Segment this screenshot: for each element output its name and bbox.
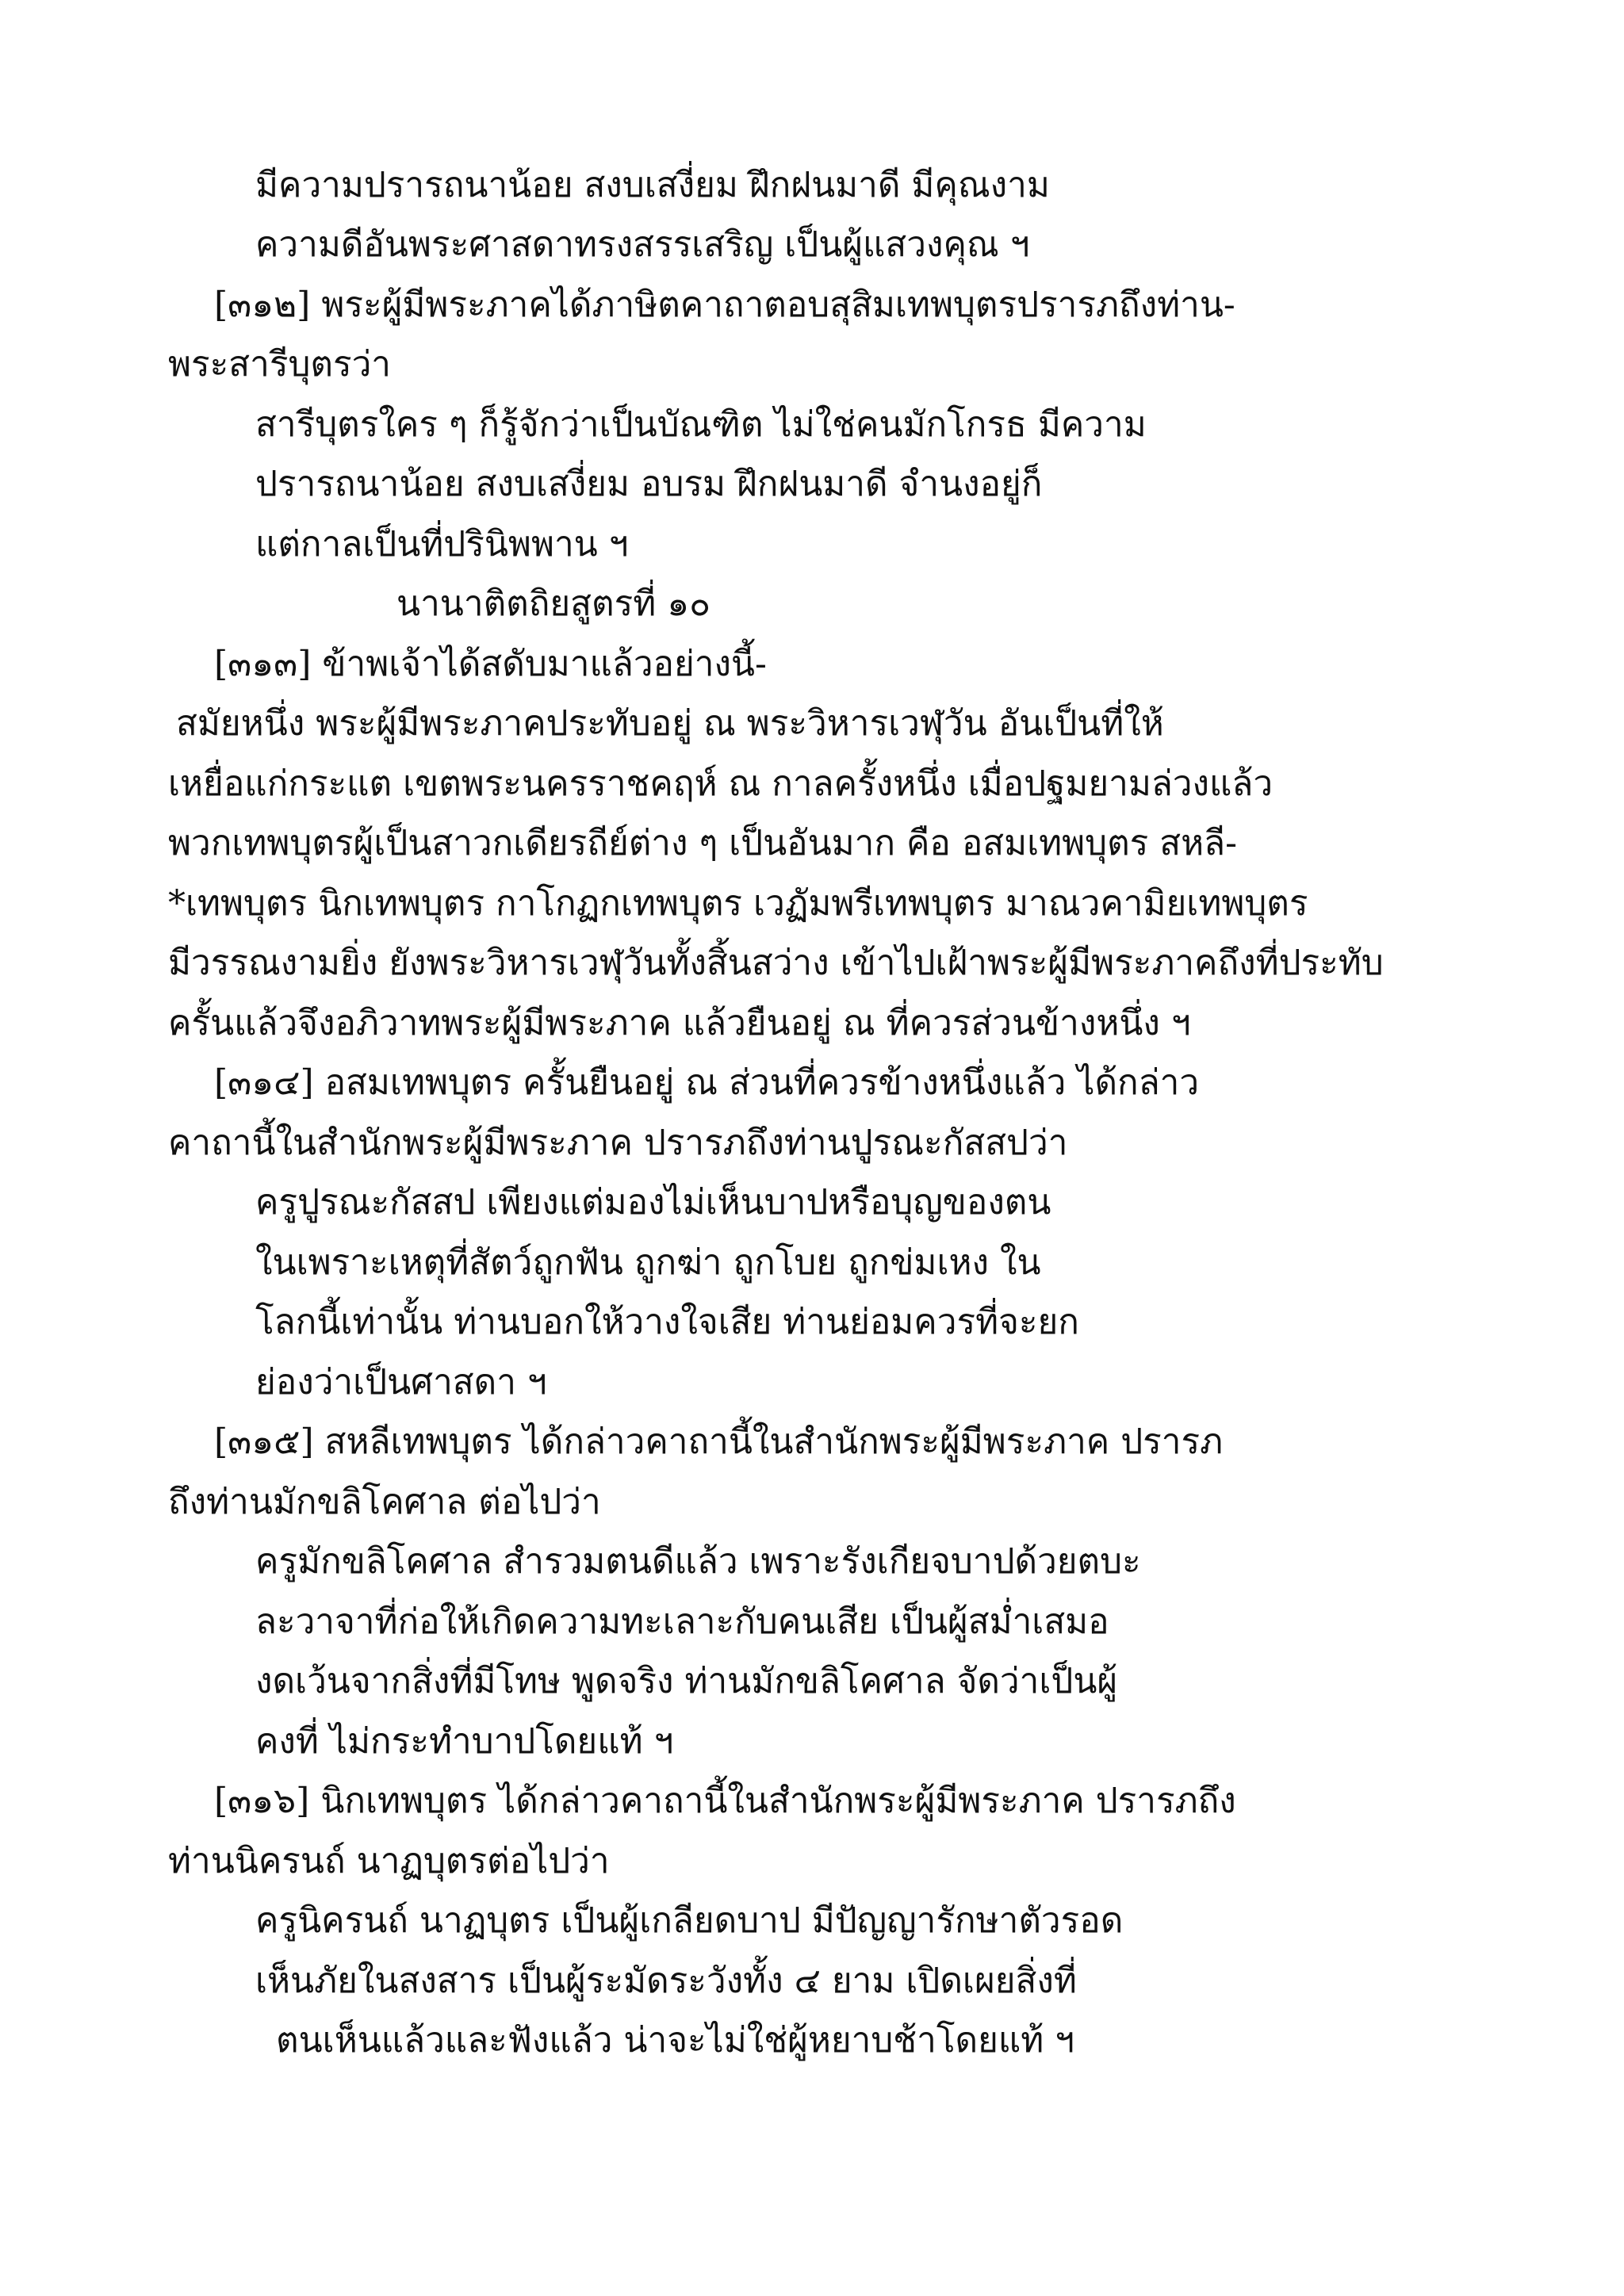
paragraph-line: [๓๑๓] ข้าพเจ้าได้สดับมาแล้วอย่างนี้- [214,644,767,684]
paragraph-line: [๓๑๕] สหลีเทพบุตร ได้กล่าวคาถานี้ในสำนักพระผู้มีพระภาค ปรารภ [214,1422,1224,1462]
paragraph-line: ท่านนิครนถ์ นาฏบุตรต่อไปว่า [168,1841,610,1881]
paragraph-line: พระสารีบุตรว่า [168,344,392,385]
paragraph-line: คาถานี้ในสำนักพระผู้มีพระภาค ปรารภถึงท่านปูรณะกัสสปว่า [168,1123,1068,1163]
verse-line: ในเพราะเหตุที่สัตว์ถูกฟัน ถูกฆ่า ถูกโบย ถูกข่มเหง ใน [255,1242,1041,1283]
paragraph-line: เหยื่อแก่กระแต เขตพระนครราชคฤห์ ณ กาลครั้งหนึ่ง เมื่อปฐมยามล่วงแล้ว [168,763,1274,804]
verse-line: ย่องว่าเป็นศาสดา ฯ [255,1362,547,1402]
verse-line: โลกนี้เท่านั้น ท่านบอกให้วางใจเสีย ท่านย่อมควรที่จะยก [255,1302,1079,1342]
paragraph-line: มีวรรณงามยิ่ง ยังพระวิหารเวฬุวันทั้งสิ้นสว่าง เข้าไปเฝ้าพระผู้มีพระภาคถึงที่ประทับ [168,943,1384,983]
paragraph-line: ครั้นแล้วจึงอภิวาทพระผู้มีพระภาค แล้วยืนอยู่ ณ ที่ควรส่วนข้างหนึ่ง ฯ [168,1003,1191,1043]
paragraph-line: [๓๑๔] อสมเทพบุตร ครั้นยืนอยู่ ณ ส่วนที่ควรข้างหนึ่งแล้ว ได้กล่าว [214,1062,1200,1103]
verse-line: ครูปูรณะกัสสป เพียงแต่มองไม่เห็นบาปหรือบุญของตน [255,1182,1051,1223]
verse-line: มีความปรารถนาน้อย สงบเสงี่ยม ฝึกฝนมาดี มีคุณงาม [255,165,1050,205]
paragraph-line: สมัยหนึ่ง พระผู้มีพระภาคประทับอยู่ ณ พระวิหารเวฬุวัน อันเป็นที่ให้ [176,703,1164,744]
verse-line: ปรารถนาน้อย สงบเสงี่ยม อบรม ฝึกฝนมาดี จำนงอยู่ก็ [255,464,1043,504]
paragraph-line: *เทพบุตร นิกเทพบุตร กาโกฏกเทพบุตร เวฏัมพรีเทพบุตร มาณวคามิยเทพบุตร [168,883,1308,924]
paragraph-line: ถึงท่านมักขลิโคศาล ต่อไปว่า [168,1482,601,1522]
verse-line: ละวาจาที่ก่อให้เกิดความทะเลาะกับคนเสีย เป็นผู้สม่ำเสมอ [255,1601,1109,1642]
verse-line: ความดีอันพระศาสดาทรงสรรเสริญ เป็นผู้แสวงคุณ ฯ [255,224,1030,265]
verse-line: ครูมักขลิโคศาล สำรวมตนดีแล้ว เพราะรังเกียจบาปด้วยตบะ [255,1541,1141,1582]
paragraph-line: พวกเทพบุตรผู้เป็นสาวกเดียรถีย์ต่าง ๆ เป็นอันมาก คือ อสมเทพบุตร สหลี- [168,823,1237,863]
verse-line: แต่กาลเป็นที่ปรินิพพาน ฯ [255,524,629,564]
verse-line: งดเว้นจากสิ่งที่มีโทษ พูดจริง ท่านมักขลิโคศาล จัดว่าเป็นผู้ [255,1661,1118,1701]
paragraph-line: [๓๑๖] นิกเทพบุตร ได้กล่าวคาถานี้ในสำนักพระผู้มีพระภาค ปรารภถึง [214,1781,1236,1821]
section-heading: นานาติตถิยสูตรที่ ๑๐ [396,584,710,624]
verse-line: เห็นภัยในสงสาร เป็นผู้ระมัดระวังทั้ง ๔ ยาม เปิดเผยสิ่งที่ [255,1961,1077,2001]
verse-line: ตนเห็นแล้วและฟังแล้ว น่าจะไม่ใช่ผู้หยาบช้าโดยแท้ ฯ [276,2020,1074,2061]
paragraph-line: [๓๑๒] พระผู้มีพระภาคได้ภาษิตคาถาตอบสุสิมเทพบุตรปรารภถึงท่าน- [214,285,1235,325]
verse-line: ครูนิครนถ์ นาฏบุตร เป็นผู้เกลียดบาป มีปัญญารักษาตัวรอด [255,1900,1124,1941]
verse-line: สารีบุตรใคร ๆ ก็รู้จักว่าเป็นบัณฑิต ไม่ใช่คนมักโกรธ มีความ [255,404,1147,445]
verse-line: คงที่ ไม่กระทำบาปโดยแท้ ฯ [255,1721,674,1762]
